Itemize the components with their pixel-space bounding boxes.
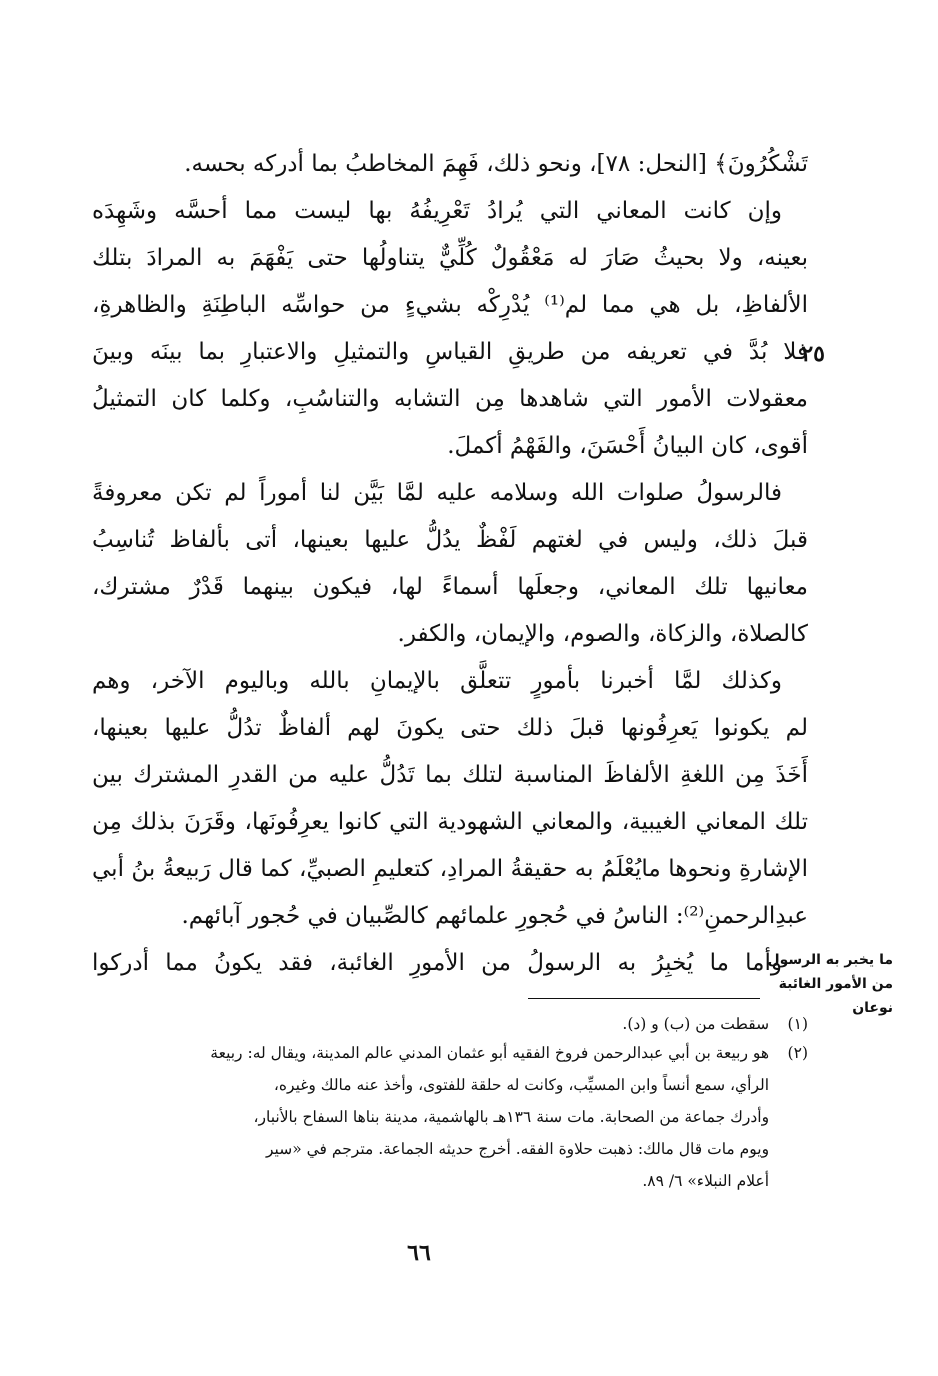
body-line-14: أَخَذَ مِن اللغةِ الألفاظَ المناسبة لتلك بما تَدُلُّ عليه من القدرِ المشترك بين [92, 762, 808, 788]
body-line-12: وكذلك لمَّا أخبرنا بأمورٍ تتعلَّق بالإيمانِ بالله وباليوم الآخر، وهم [92, 668, 782, 694]
margin-note-line-1: ما يخبر به الرسول [767, 952, 893, 968]
body-line-16: الإشارةِ ونحوها مايُعْلَمُ به حقيقةُ المرادِ، كتعليمِ الصبيِّ، كما قال رَبيعةُ بنُ أبي [92, 856, 808, 882]
footnote-2-text-5: أعلام النبلاء» ٦/ ٨٩. [642, 1172, 770, 1190]
footnote-separator [528, 998, 760, 999]
body-line-5: فلا بُدَّ في تعريفه من طريقِ القياسِ والتمثيلِ والاعتبارِ بما بينَه وبينَ [92, 339, 808, 365]
body-line-1: تَشْكُرُونَ﴾ [النحل: ٧٨]، ونحو ذلك، فَهِمَ المخاطبُ بما أدركه بحسه. [184, 151, 808, 177]
footnote-2-line-3 [92, 1104, 808, 1131]
footnote-1 [92, 1011, 808, 1038]
margin-note-line-3: نوعان [852, 1000, 893, 1016]
footnote-2-text-1: هو ربيعة بن أبي عبدالرحمن فروخ الفقيه أبو عثمان المدني عالم المدينة، ويقال له: ربيعة [210, 1044, 770, 1062]
footnote-2-text-2: الرأي، سمع أنساً وابن المسيِّب، وكانت له حلقة للفتوى، وأخذ عنه مالك وغيره، [273, 1076, 770, 1094]
body-line-10: معانيها تلك المعاني، وجعلَها أسماءً لها، فيكون بينهما قَدْرٌ مشترك، [92, 574, 808, 600]
footnote-1-number: (١) [787, 1015, 808, 1033]
margin-line-number: ٢٥ [801, 341, 825, 367]
footnote-2-line-2 [92, 1072, 808, 1099]
body-line-4: الألفاظِ، بل هي مما لم⁽¹⁾ يُدْرِكْه بشيءٍ من حواسِّه الباطِنَةِ والظاهرةِ، [92, 292, 808, 318]
footnote-2-text-3: وأدرك جماعة من الصحابة. مات سنة ١٣٦هـ بالهاشمية، مدينة بناها السفاح بالأنبار، [253, 1108, 770, 1126]
footnote-2-text-4: ويوم مات قال مالك: ذهبت حلاوة الفقه. أخرج حديثه الجماعة. مترجم في «سير [266, 1140, 770, 1158]
body-line-15: تلك المعاني الغيبية، والمعاني الشهودية التي كانوا يعرِفُونَها، وقَرَنَ بذلك مِن [92, 809, 808, 835]
body-line-8: فالرسولُ صلوات الله وسلامه عليه لمَّا بَيَّن لنا أموراً لم تكن معروفةً [92, 480, 782, 506]
margin-note [767, 948, 893, 1020]
footnote-2-number: (٢) [787, 1044, 808, 1062]
footnote-2-line-1 [92, 1040, 808, 1067]
page-number: ٦٦ [407, 1240, 431, 1266]
body-line-2: وإن كانت المعاني التي يُرادُ تَعْرِيفُهُ بها ليست مما أحسَّه وشَهِدَه [92, 198, 782, 224]
body-line-9: قبلَ ذلك، وليس في لغتهم لَفْظٌ يدُلُّ عليها بعينها، أتى بألفاظ تُناسِبُ [92, 527, 808, 553]
body-line-6: معقولات الأمور التي شاهدها مِن التشابه والتناسُبِ، وكلما كان التمثيلُ [92, 386, 808, 412]
footnote-2-line-4 [92, 1136, 808, 1163]
body-line-3: بعينه، ولا بحيثُ صَارَ له مَعْقُولٌ كُلِّيٌّ يتناولُها حتى يَفْهَمَ به المرادَ بتلك [92, 245, 808, 271]
margin-note-line-2: من الأمور الغائبة [778, 976, 893, 992]
footnote-2-line-5 [92, 1168, 808, 1195]
body-line-7: أقوى، كان البيانُ أَحْسَنَ، والفَهْمُ أكملَ. [447, 433, 808, 459]
body-line-11: كالصلاة، والزكاة، والصوم، والإيمان، والكفر. [397, 621, 808, 647]
body-line-13: لم يكونوا يَعرِفُونها قبلَ ذلك حتى يكونَ لهم ألفاظٌ تدُلُّ عليها بعينها، [92, 715, 808, 741]
body-line-17: عبدِالرحمنِ⁽²⁾: الناسُ في حُجورِ علمائهم كالصِّبيان في حُجور آبائهم. [181, 903, 808, 929]
footnote-1-text: سقطت من (ب) و (د). [622, 1015, 770, 1033]
body-line-18: وأما ما يُخبِرُ به الرسولُ من الأمورِ الغائبة، فقد يكونُ مما أدركوا [92, 950, 782, 976]
